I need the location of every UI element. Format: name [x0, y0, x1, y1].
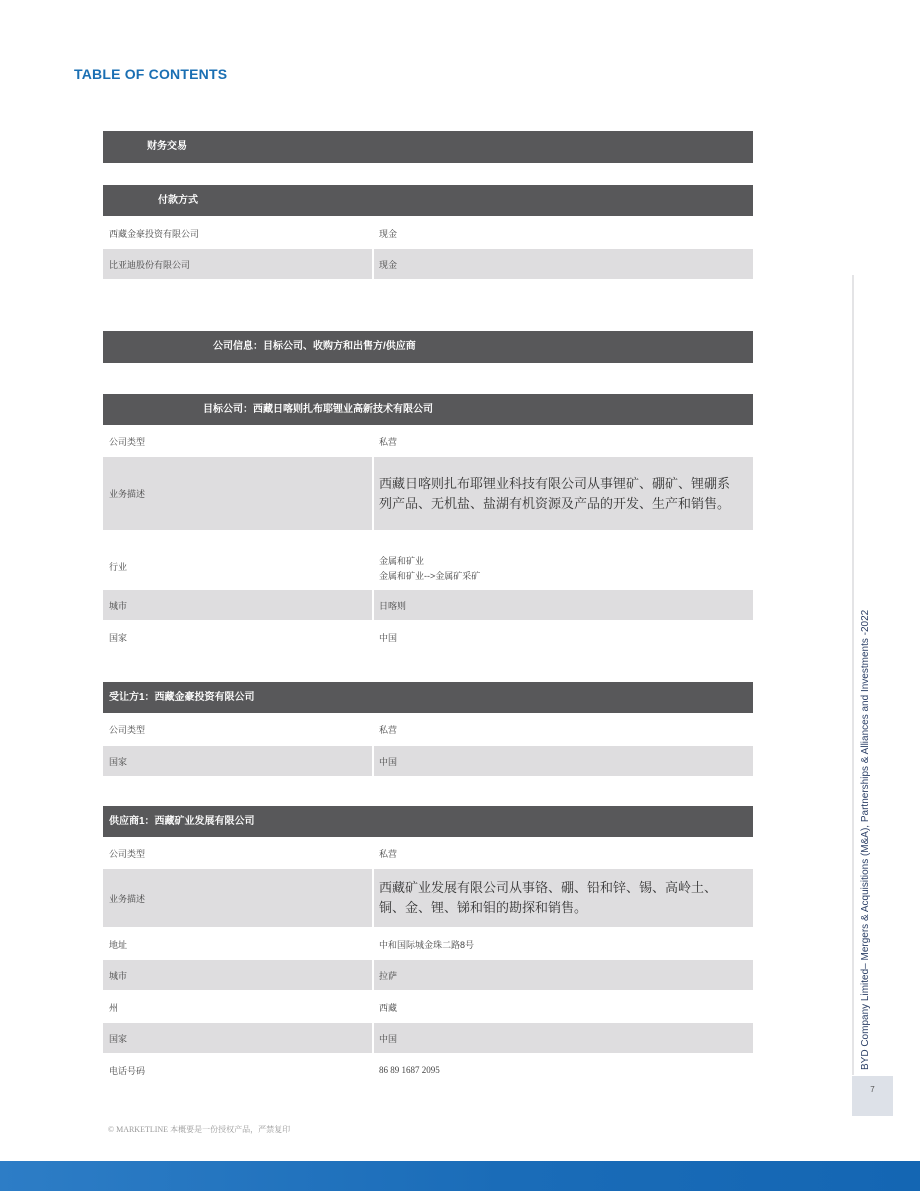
section-header-payment: 付款方式 [103, 185, 753, 216]
section-header-supplier: 供应商1：西藏矿业发展有限公司 [103, 806, 753, 837]
sidebar-divider [852, 275, 854, 1075]
row-label: 公司类型 [109, 848, 146, 859]
row-value: 86 89 1687 2095 [379, 1065, 440, 1075]
row-value: 现金 [374, 249, 753, 279]
copyright-note: © MARKETLINE 本概要是一份授权产品，严禁复印 [108, 1125, 291, 1134]
row-value: 西藏日喀则扎布耶锂业科技有限公司从事锂矿、硼矿、锂硼系列产品、无机盐、盐湖有机资源及产品的开发、生产和销售。 [374, 457, 753, 530]
row-label: 地址 [109, 939, 128, 950]
row-value: 拉萨 [374, 960, 753, 990]
footer-band [0, 1161, 920, 1191]
row-value: 日喀则 [374, 590, 753, 620]
row-value: 私营 [379, 436, 398, 447]
report-title-vertical: BYD Company Limited– Mergers & Acquisitions (M&A), Partnerships & Alliances and Investments -2022 [860, 609, 871, 1070]
table-row [103, 249, 753, 279]
table-row [103, 929, 753, 959]
row-value: 中国 [374, 746, 753, 776]
row-label: 州 [109, 1002, 119, 1013]
row-label: 国家 [109, 632, 128, 643]
industry-line: 金属和矿业 [379, 556, 425, 566]
row-label: 国家 [103, 1023, 372, 1053]
row-value: 中国 [379, 632, 398, 643]
table-row [103, 838, 753, 868]
table-of-contents-link[interactable]: TABLE OF CONTENTS [74, 66, 228, 82]
row-value: 中国 [374, 1023, 753, 1053]
row-label: 业务描述 [103, 457, 372, 530]
table-row [103, 622, 753, 652]
section-header-transferee: 受让方1：西藏金豪投资有限公司 [103, 682, 753, 713]
row-value: 私营 [379, 848, 398, 859]
row-label: 比亚迪股份有限公司 [103, 249, 372, 279]
table-row [103, 746, 753, 776]
row-label: 业务描述 [103, 869, 372, 927]
row-label: 公司类型 [109, 436, 146, 447]
row-label: 城市 [103, 590, 372, 620]
table-row [103, 714, 753, 744]
row-label: 国家 [103, 746, 372, 776]
table-row [103, 1023, 753, 1053]
row-label: 城市 [103, 960, 372, 990]
row-value: 西藏 [379, 1002, 398, 1013]
section-header-financial: 财务交易 [103, 131, 753, 163]
row-value: 现金 [379, 228, 398, 239]
section-header-target: 目标公司：西藏日喀则扎布耶锂业高新技术有限公司 [103, 394, 753, 425]
row-label: 公司类型 [109, 724, 146, 735]
section-header-company-info: 公司信息：目标公司、收购方和出售方/供应商 [103, 331, 753, 363]
table-row [103, 590, 753, 620]
table-row [103, 426, 753, 456]
table-row [103, 544, 753, 589]
table-row [103, 992, 753, 1022]
table-row [103, 869, 753, 927]
page-number: 7 [852, 1076, 893, 1116]
table-row [103, 960, 753, 990]
row-value: 私营 [379, 724, 398, 735]
industry-line: 金属和矿业-->金属矿采矿 [379, 571, 481, 581]
row-label: 西藏金豪投资有限公司 [109, 228, 200, 239]
row-value [374, 544, 753, 589]
table-row [103, 218, 753, 248]
row-label: 行业 [109, 562, 128, 572]
row-value: 西藏矿业发展有限公司从事铬、硼、铅和锌、锡、高岭土、铜、金、锂、锑和钼的勘探和销售。 [374, 869, 753, 927]
row-value: 中和国际城金珠二路8号 [379, 939, 475, 950]
table-row [103, 457, 753, 530]
table-row [103, 1055, 753, 1085]
row-label: 电话号码 [109, 1065, 146, 1076]
